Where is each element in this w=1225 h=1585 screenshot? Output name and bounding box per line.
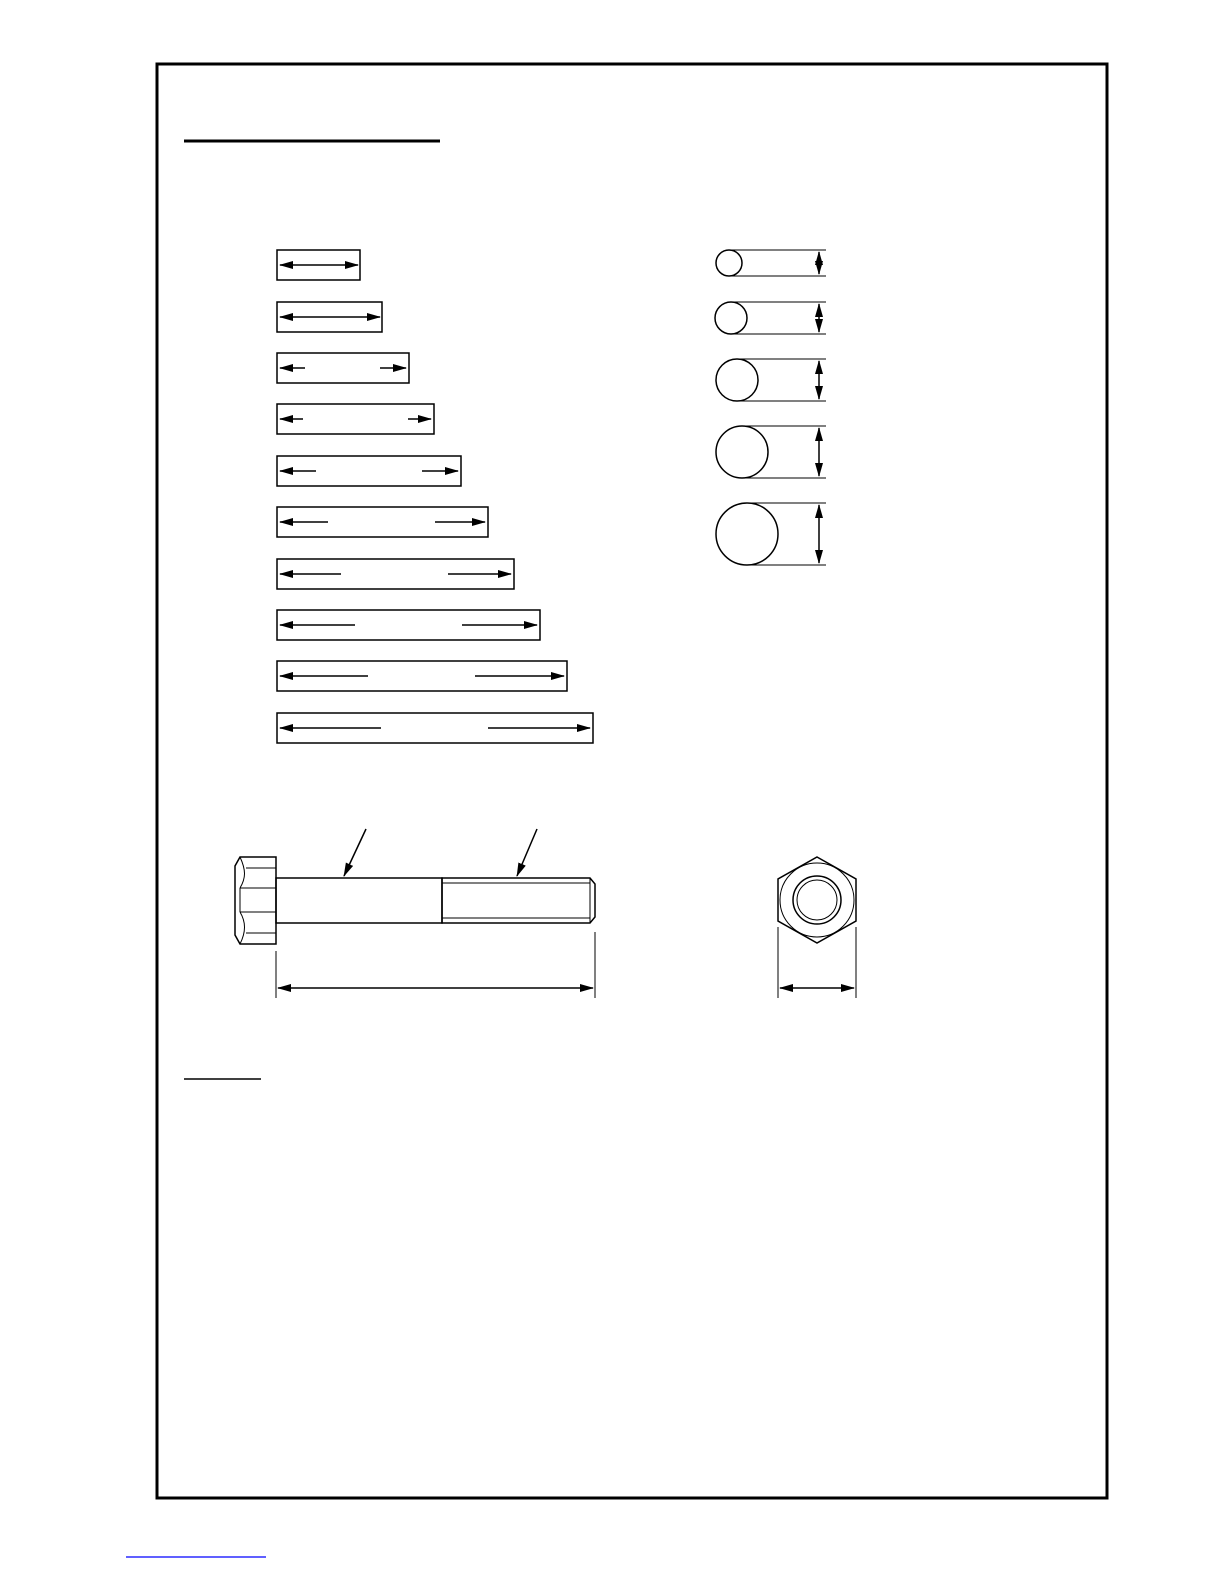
length-bar-3	[277, 353, 409, 383]
nut-hexagon	[778, 857, 856, 943]
page-border	[157, 64, 1107, 1498]
diameter-circle-2	[715, 302, 826, 334]
bolt-head	[235, 857, 276, 944]
length-bar-6	[277, 507, 488, 537]
thread-leader-arrow	[517, 829, 537, 876]
length-bar-5	[277, 456, 461, 486]
nut-bore	[793, 876, 841, 924]
length-bar-9	[277, 661, 567, 691]
length-bar-7	[277, 559, 514, 589]
diameter-circle-5	[716, 503, 826, 565]
nut-width-dimension	[778, 927, 856, 998]
shank-leader-arrow	[344, 829, 366, 876]
length-bar-10	[277, 713, 593, 743]
bolt-thread	[442, 878, 595, 923]
length-bar-2	[277, 302, 382, 332]
length-gauge	[277, 250, 593, 743]
length-bar-8	[277, 610, 540, 640]
bolt-drawing	[235, 829, 595, 998]
diameter-gauge	[715, 250, 826, 565]
length-bar-1	[277, 250, 360, 280]
length-bar-4	[277, 404, 434, 434]
bolt-length-dimension	[276, 932, 595, 998]
diameter-circle-4	[716, 426, 826, 478]
bolt-shank	[276, 878, 442, 923]
nut-drawing	[778, 857, 856, 998]
diameter-circle-3	[716, 359, 826, 401]
diameter-circle-1	[716, 250, 826, 276]
